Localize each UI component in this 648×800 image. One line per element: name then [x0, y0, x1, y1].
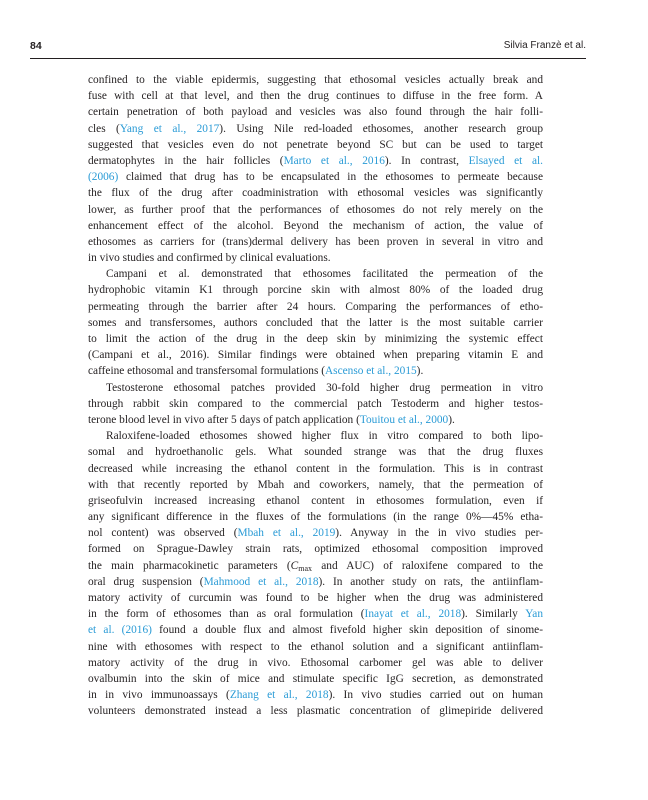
text-line: [88, 655, 543, 671]
citation-link[interactable]: Touitou et al., 2000: [359, 413, 449, 426]
text-run: somal and hydroethanolic gels. What sounded strange was that the drug fluxes: [88, 446, 543, 459]
text-run: ). Anyway in the in vivo studies per-: [335, 527, 543, 540]
text-line: [88, 461, 543, 477]
text-run: claimed that drug has to be encapsulated in the ethosomes to permeate because: [118, 171, 543, 184]
text-run: enhancement effect of the alcohol. Beyond the mechanism of action, the value of: [88, 219, 543, 232]
text-run: volunteers demonstrated instead a less plasmatic concentration of glimepiride delivered: [88, 705, 543, 718]
text-run: permeating through the barrier after 24 hours. Comparing the performances of etho-: [88, 300, 543, 313]
text-run: Testosterone ethosomal patches provided 30-fold higher drug permeation in vitro: [106, 381, 543, 394]
text-run: Campani et al. demonstrated that ethosomes facilitated the permeation of the: [106, 268, 543, 281]
running-author: Silvia Franzè et al.: [503, 40, 586, 51]
text-line: [88, 185, 543, 201]
text-run: ). In another study on rats, the antiinflam-: [318, 575, 543, 588]
text-line: [88, 703, 543, 719]
citation-link[interactable]: Marto et al., 2016: [283, 154, 385, 167]
text-run: ). In contrast,: [384, 154, 469, 167]
text-line: [88, 153, 543, 169]
text-run: formed on Sprague-Dawley strain rats, optimized ethosomal composition improved: [88, 543, 543, 556]
citation-link[interactable]: Zhang et al., 2018: [229, 689, 329, 702]
text-line: [88, 525, 543, 541]
text-line: [88, 541, 543, 557]
text-line: [88, 234, 543, 250]
text-line: [88, 72, 543, 88]
text-line: [88, 121, 543, 137]
text-line: [88, 477, 543, 493]
text-line: [88, 169, 543, 185]
text-run: ). In vivo studies carried out on human: [328, 689, 543, 702]
text-line: [88, 137, 543, 153]
text-run: ).: [416, 365, 424, 378]
italic-symbol: C: [290, 559, 299, 572]
text-run: the flux of the drug after coadministration with ethosomal vesicles was significantly: [88, 187, 543, 200]
text-run: in in vivo immunoassays (: [88, 689, 230, 702]
text-run: to limit the action of the drug in the deep skin by minimizing the systemic effect: [88, 333, 543, 345]
citation-link[interactable]: Yang et al., 2017: [119, 122, 220, 135]
text-run: terone blood level in vivo after 5 days of patch application (: [88, 413, 360, 426]
citation-link[interactable]: Yan: [525, 608, 543, 621]
text-run: with that recently reported by Mbah and coworkers, namely, that the permeation of: [88, 478, 543, 491]
body-text: [88, 72, 543, 720]
text-run: oral drug suspension (: [88, 575, 204, 588]
text-line: [88, 202, 543, 218]
citation-link[interactable]: et al. (2016): [88, 624, 152, 637]
text-run: lower, as further proof that the performances of ethosomes do not rely merely on the: [88, 203, 543, 216]
text-line: [88, 412, 543, 428]
text-run: (Campani et al., 2016). Similar findings were obtained when preparing vitamin E and: [88, 349, 543, 362]
text-run: decreased while increasing the ethanol content in the formulation. This is in contrast: [88, 462, 543, 475]
text-line: [88, 574, 543, 590]
text-run: ). Similarly: [461, 608, 526, 621]
citation-link[interactable]: Mbah et al., 2019: [237, 527, 336, 540]
text-line: [88, 315, 543, 331]
text-run: fuse with cell at that level, and then the drug continues to diffuse in the free form. A: [88, 90, 543, 103]
text-line: [88, 299, 543, 315]
text-line: [88, 558, 543, 574]
text-run: ). Using Nile red-loaded ethosomes, another research group: [219, 122, 543, 135]
text-run: found a double flux and almost fivefold higher skin deposition of sinome-: [151, 624, 543, 637]
text-run: cles (: [88, 122, 120, 135]
text-line: [88, 428, 543, 444]
citation-link[interactable]: Ascenso et al., 2015: [324, 365, 417, 378]
text-line: [88, 671, 543, 687]
text-line: [88, 104, 543, 120]
text-line: [88, 266, 543, 282]
text-run: dermatophytes in the hair follicles (: [88, 154, 284, 167]
text-run: ovalbumin into the skin of mice and stimulate specific IgG secretion, as demonstrated: [88, 672, 543, 685]
text-run: confined to the viable epidermis, suggesting that ethosomal vesicles actually break and: [88, 74, 543, 86]
text-line: [88, 347, 543, 363]
text-run: certain penetration of both payload and vesicles was also found through the hair folli-: [88, 106, 543, 119]
citation-link[interactable]: Mahmood et al., 2018: [203, 575, 319, 588]
text-line: [88, 606, 543, 622]
text-run: the main pharmacokinetic parameters (: [88, 559, 291, 572]
text-line: [88, 250, 543, 266]
text-line: [88, 444, 543, 460]
text-line: [88, 509, 543, 525]
text-line: [88, 282, 543, 298]
text-run: hydrophobic vitamin K1 through porcine skin with almost 80% of the loaded drug: [88, 284, 543, 297]
text-run: in the form of ethosomes than as oral formulation (: [88, 608, 365, 621]
text-run: caffeine ethosomal and transfersomal formulations (: [88, 365, 325, 378]
citation-link[interactable]: Elsayed et al.: [468, 154, 543, 167]
text-run: any significant difference in the fluxes of the formulations (in the range 0%—45% etha-: [88, 511, 543, 524]
text-run: ethosomes as carriers for (trans)dermal delivery has been proven in several in vitro and: [88, 235, 543, 248]
text-line: [88, 396, 543, 412]
text-run: griseofulvin increased increasing ethanol content in ethosomes formulation, even if: [88, 494, 543, 507]
text-line: [88, 687, 543, 703]
text-line: [88, 493, 543, 509]
text-run: and AUC) of raloxifene compared to the: [312, 559, 543, 572]
text-run: ).: [448, 413, 455, 426]
citation-link[interactable]: (2006): [88, 171, 119, 184]
citation-link[interactable]: Inayat et al., 2018: [364, 608, 462, 621]
page-number: 84: [30, 40, 42, 52]
text-run: somes and transfersomes, authors concluded that the latter is the most suitable carrier: [88, 316, 543, 329]
text-run: in vivo studies and confirmed by clinical evaluations.: [88, 252, 331, 265]
text-line: [88, 218, 543, 234]
text-line: [88, 622, 543, 638]
text-line: [88, 88, 543, 104]
text-line: [88, 590, 543, 606]
text-run: matory activity of the drug in vivo. Ethosomal carbomer gel was able to deliver: [88, 656, 543, 669]
text-run: Raloxifene-loaded ethosomes showed higher flux in vitro compared to both lipo-: [106, 430, 543, 443]
text-run: through rabbit skin compared to the commercial patch Testoderm and higher testos-: [88, 397, 543, 410]
text-line: [88, 331, 543, 347]
text-line: [88, 639, 543, 655]
text-run: nine with ethosomes with respect to the ethanol solution and a significant antiinflam-: [88, 640, 543, 653]
text-run: nol content) was observed (: [88, 527, 238, 540]
text-line: [88, 380, 543, 396]
text-line: [88, 363, 543, 379]
subscript: max: [298, 563, 312, 573]
text-run: suggested that vesicles even do not penetrate beyond SC but can be used to target: [88, 138, 543, 151]
running-header: [30, 40, 586, 59]
text-run: matory activity of curcumin was found to be higher when the drug was administered: [88, 592, 543, 604]
